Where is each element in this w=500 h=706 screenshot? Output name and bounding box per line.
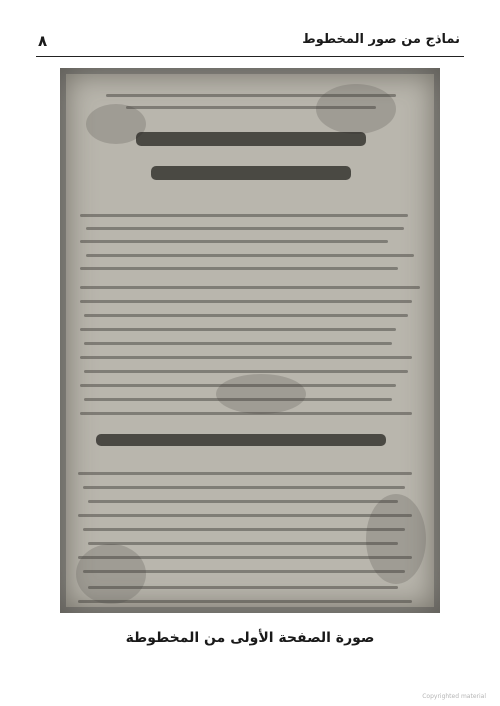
manuscript-line [80,412,412,415]
copyright-watermark: Copyrighted material [422,693,486,700]
manuscript-line [83,486,405,489]
manuscript-line [78,556,412,559]
manuscript-line [80,384,396,387]
manuscript-line [80,300,412,303]
manuscript-paper [66,74,434,607]
manuscript-line [80,214,408,217]
manuscript-heading [151,166,351,180]
manuscript-line [78,600,412,603]
paper-stain [316,84,396,134]
paper-stain [76,544,146,604]
manuscript-line [84,370,408,373]
manuscript-line [78,472,412,475]
manuscript-line [78,514,412,517]
header-rule [36,56,464,57]
manuscript-line [88,586,398,589]
manuscript-line [83,528,405,531]
figure-caption: صورة الصفحة الأولى من المخطوطة [125,630,375,646]
running-head: نماذج من صور المخطوط [302,32,460,47]
page-number: ٨ [38,32,48,50]
manuscript-line [84,314,408,317]
manuscript-line bold [80,286,420,289]
manuscript-line [80,328,396,331]
manuscript-heading [96,434,386,446]
manuscript-line [126,106,376,109]
manuscript-line [80,240,388,243]
manuscript-line [80,267,398,270]
manuscript-line [88,500,398,503]
manuscript-heading [136,132,366,146]
manuscript-line [84,342,392,345]
manuscript-line [80,356,412,359]
manuscript-line [86,254,414,257]
manuscript-line [83,570,405,573]
manuscript-line [84,398,392,401]
manuscript-image [60,68,440,613]
manuscript-line [106,94,396,97]
manuscript-line [86,227,404,230]
paper-stain [216,374,306,414]
manuscript-line [88,542,398,545]
